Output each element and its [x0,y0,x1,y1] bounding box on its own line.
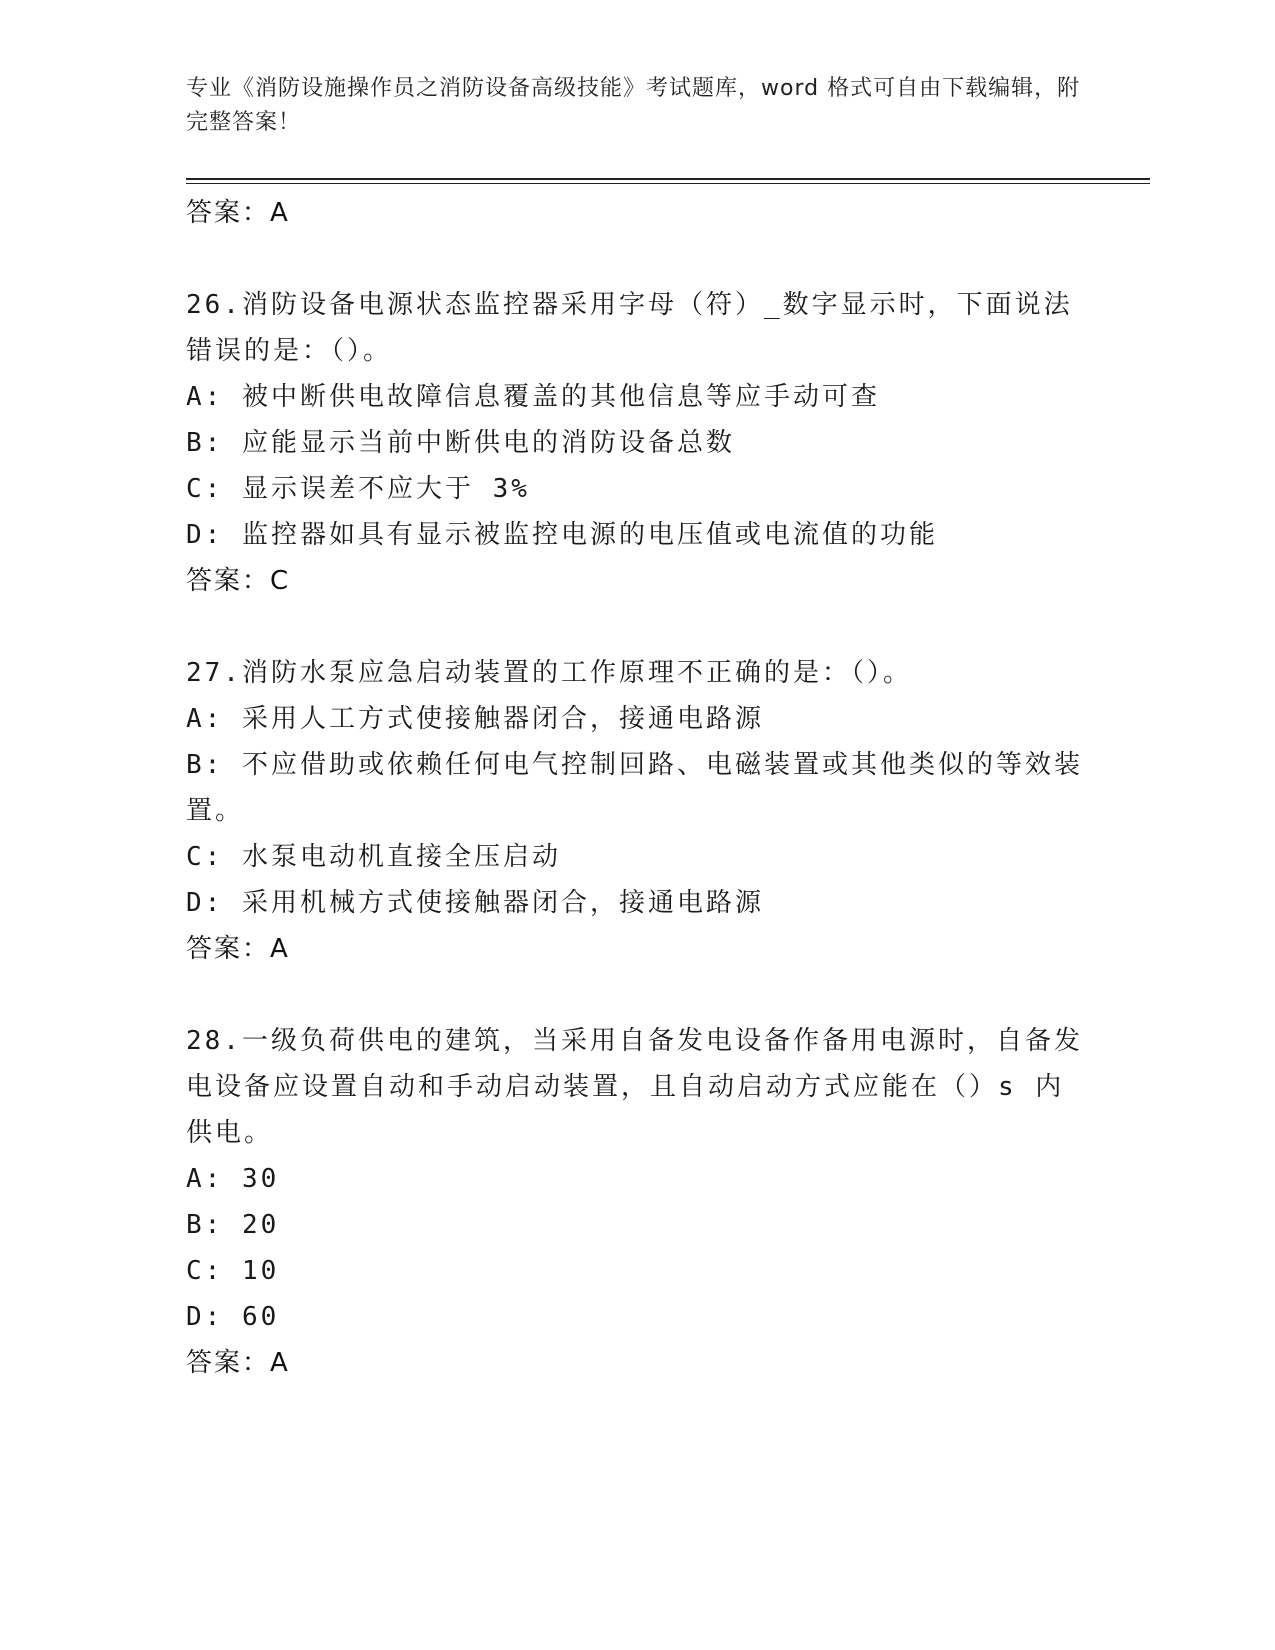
option-a: A: 30 [186,1164,280,1194]
header-rule-thick [186,178,1150,180]
option-c: C: 水泵电动机直接全压启动 [186,842,561,872]
option-d: D: 60 [186,1302,280,1332]
option-b: B: 应能显示当前中断供电的消防设备总数 [186,428,735,458]
spacer [186,604,1086,650]
question-28 [186,1018,1086,1386]
answer: 答案：A [186,1348,290,1378]
option-c: C: 显示误差不应大于 3% [186,474,530,504]
header-rule-thin [186,183,1150,184]
option-b: B: 不应借助或依赖任何电气控制回路、电磁装置或其他类似的等效装置。 [186,750,1083,826]
question-text: 27.消防水泵应急启动装置的工作原理不正确的是：（）。 [186,658,912,688]
answer: 答案：C [186,566,291,596]
option-a: A: 采用人工方式使接触器闭合，接通电路源 [186,704,764,734]
option-d: D: 采用机械方式使接触器闭合，接通电路源 [186,888,764,918]
question-text: 28.一级负荷供电的建筑，当采用自备发电设备作备用电源时，自备发电设备应设置自动和手动启动装置，且自动启动方式应能在（）s 内供电。 [186,1026,1083,1148]
question-list [186,190,1086,1386]
question-27 [186,650,1086,972]
spacer [186,972,1086,1018]
answer: 答案：A [186,934,290,964]
option-c: C: 10 [186,1256,280,1286]
option-b: B: 20 [186,1210,280,1240]
option-a: A: 被中断供电故障信息覆盖的其他信息等应手动可查 [186,382,880,412]
previous-answer: 答案：A [186,198,290,228]
document-header: 专业《消防设施操作员之消防设备高级技能》考试题库，word 格式可自由下载编辑，附完整答案！ [186,76,1081,135]
question-text: 26.消防设备电源状态监控器采用字母（符）_数字显示时，下面说法错误的是：（）。 [186,290,1073,366]
question-26 [186,282,1086,604]
spacer [186,236,1086,282]
option-d: D: 监控器如具有显示被监控电源的电压值或电流值的功能 [186,520,938,550]
